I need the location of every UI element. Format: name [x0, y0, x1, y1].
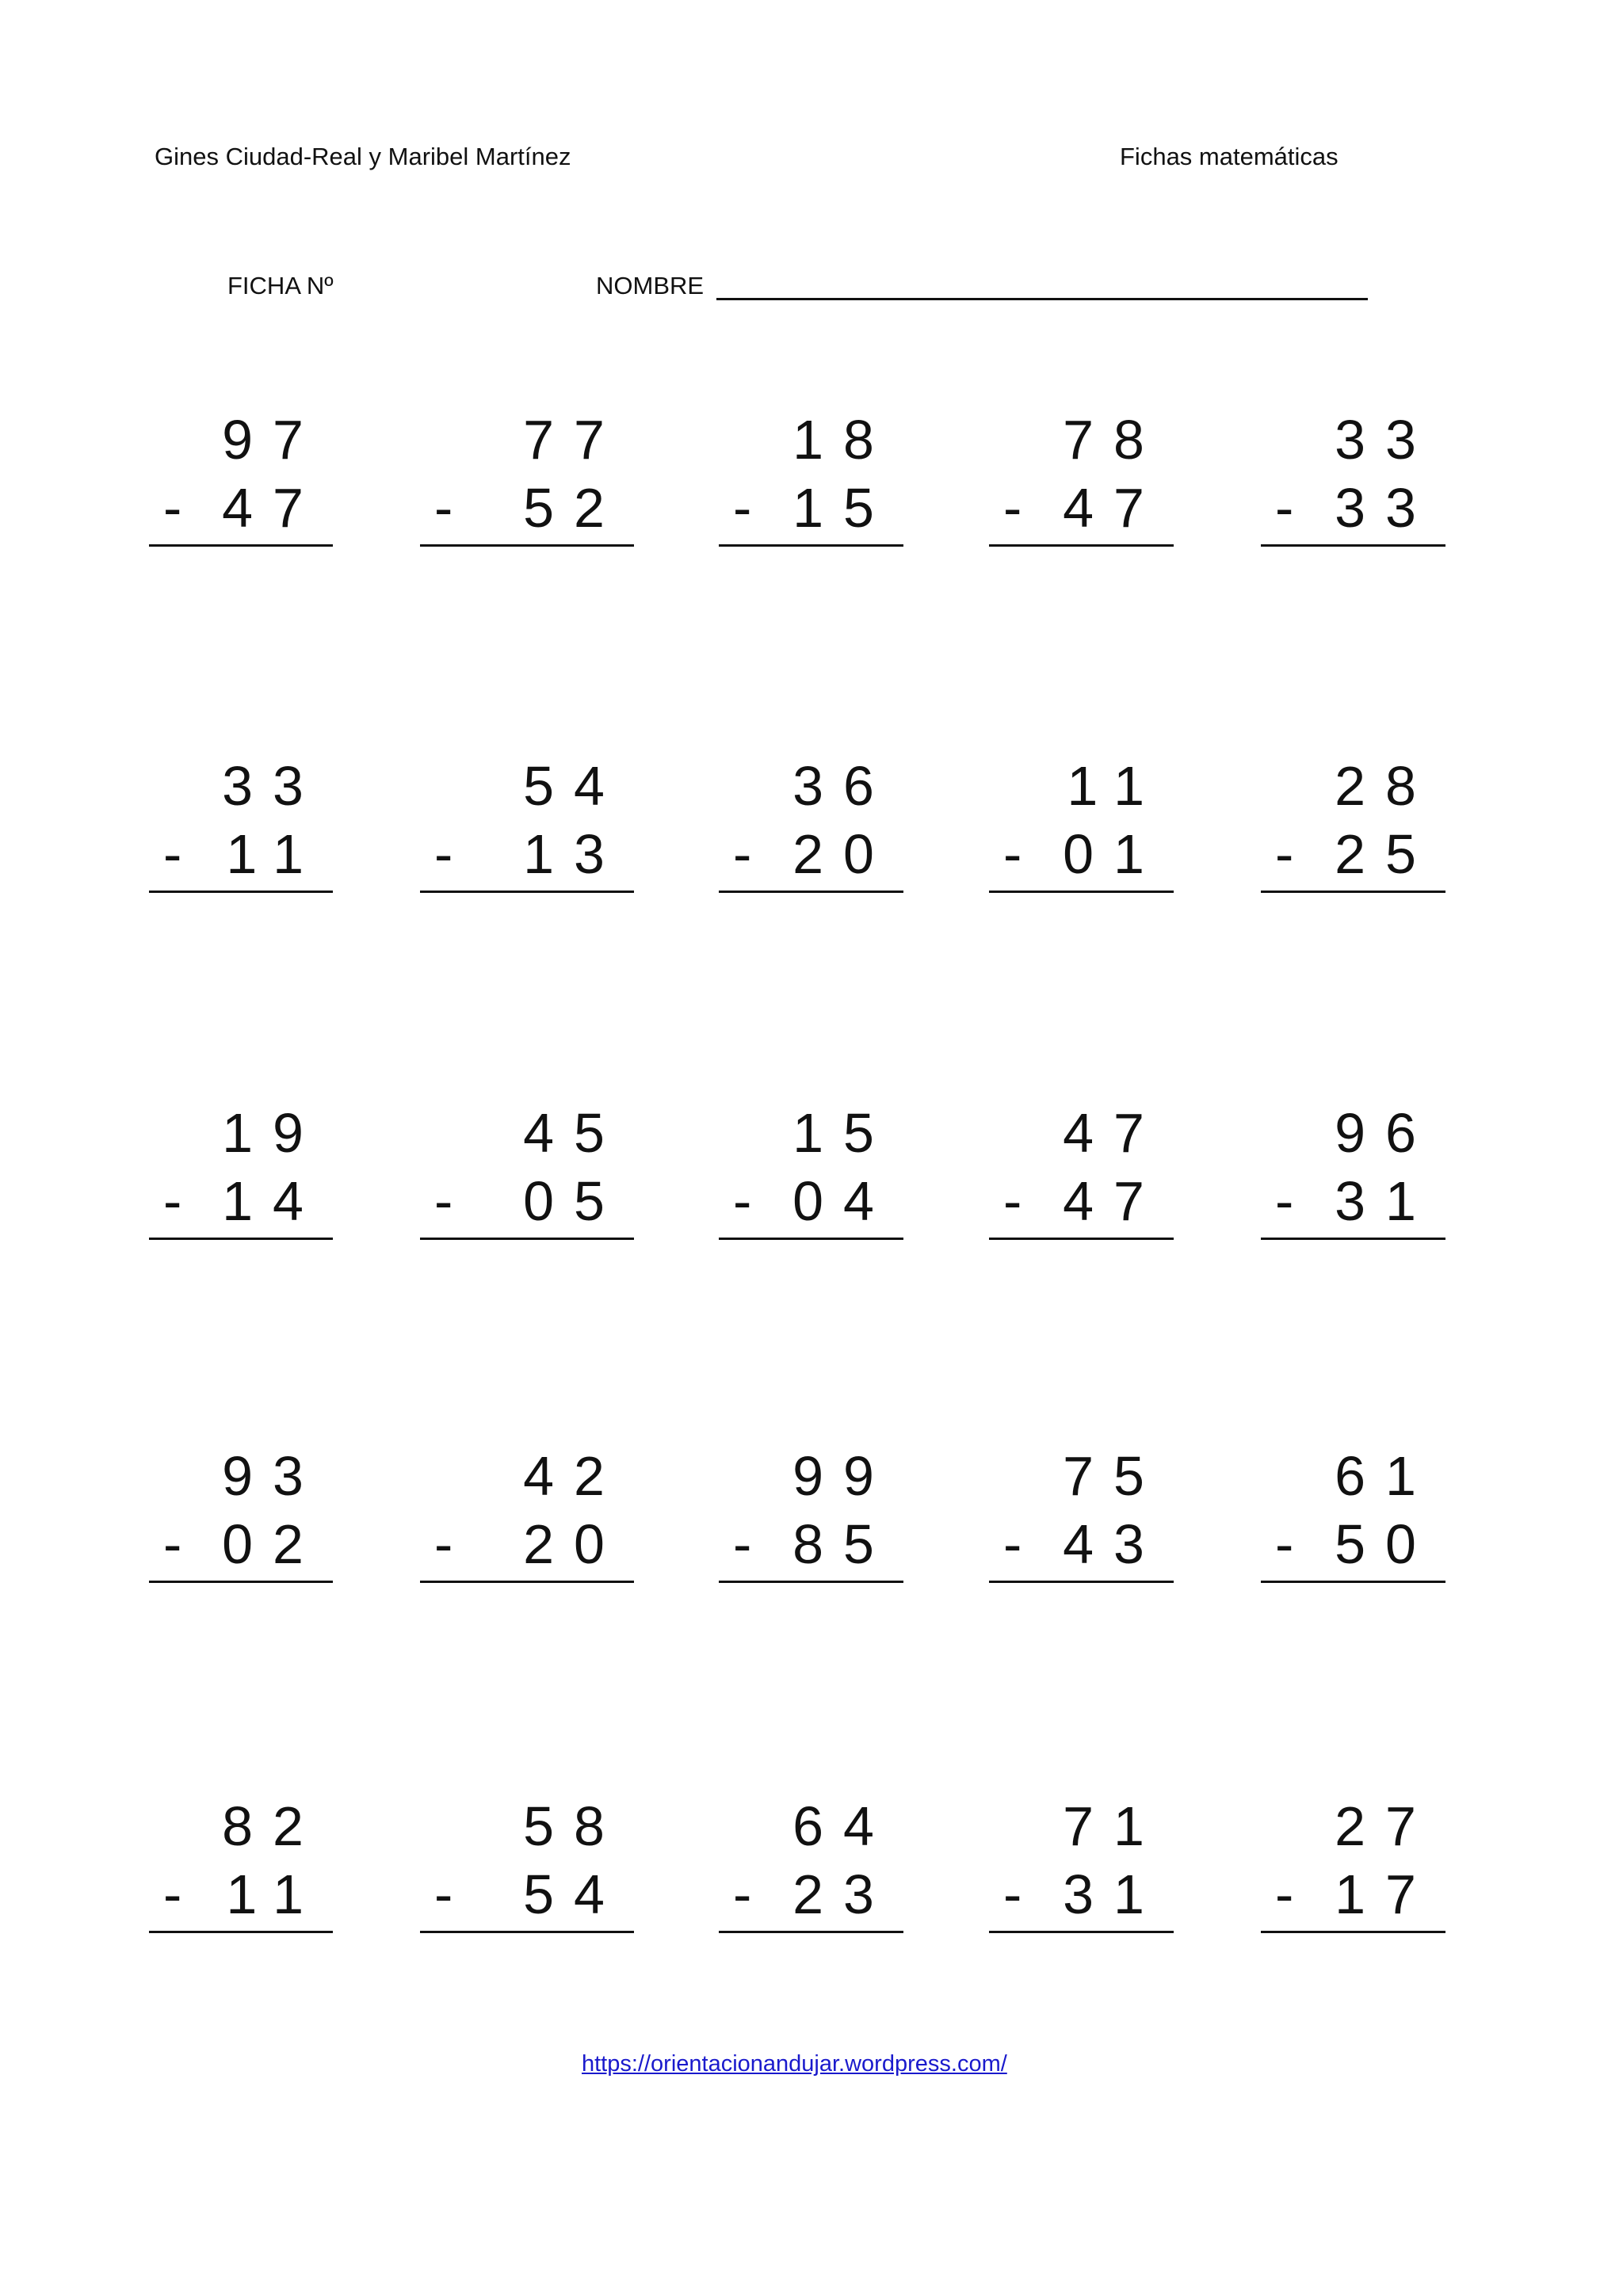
subtrahend: 15 [792, 477, 894, 539]
answer-line[interactable] [719, 544, 903, 547]
subtrahend: 17 [1335, 1863, 1436, 1925]
answer-line[interactable] [719, 1931, 903, 1933]
subtrahend: 05 [523, 1170, 624, 1232]
minus-sign: - [434, 823, 453, 885]
minus-sign: - [1003, 823, 1022, 885]
subtraction-problem [719, 754, 903, 897]
subtraction-problem [989, 408, 1174, 551]
minus-sign: - [733, 1863, 752, 1925]
minuend: 77 [523, 409, 624, 471]
minuend: 42 [523, 1445, 624, 1507]
subtrahend: 33 [1335, 477, 1436, 539]
minuend: 71 [1063, 1795, 1164, 1857]
minus-sign: - [1003, 477, 1022, 539]
answer-line[interactable] [1261, 1581, 1445, 1583]
ficha-number-label: FICHA Nº [227, 272, 334, 299]
subtrahend: 31 [1063, 1863, 1164, 1925]
subtraction-problem [420, 1794, 634, 1937]
minuend: 28 [1335, 755, 1436, 817]
minuend: 18 [792, 409, 894, 471]
minuend: 58 [523, 1795, 624, 1857]
footer-website-link[interactable]: https://orientacionandujar.wordpress.com/ [582, 2051, 1007, 2077]
subtraction-problem [1261, 754, 1445, 897]
header-authors: Gines Ciudad-Real y Maribel Martínez [155, 143, 571, 170]
answer-line[interactable] [149, 1931, 333, 1933]
minus-sign: - [163, 823, 182, 885]
subtraction-problem [149, 1794, 333, 1937]
subtrahend: 47 [1063, 477, 1164, 539]
subtrahend: 43 [1063, 1513, 1164, 1575]
answer-line[interactable] [719, 1581, 903, 1583]
subtrahend: 20 [523, 1513, 624, 1575]
subtrahend: 01 [1063, 823, 1164, 885]
minus-sign: - [434, 1863, 453, 1925]
answer-line[interactable] [149, 1238, 333, 1240]
answer-line[interactable] [1261, 1931, 1445, 1933]
subtrahend: 47 [222, 477, 323, 539]
subtrahend: 02 [222, 1513, 323, 1575]
answer-line[interactable] [989, 1581, 1174, 1583]
minus-sign: - [1275, 1170, 1294, 1232]
answer-line[interactable] [989, 1238, 1174, 1240]
subtraction-problem [420, 408, 634, 551]
answer-line[interactable] [420, 1931, 634, 1933]
minuend: 61 [1335, 1445, 1436, 1507]
answer-line[interactable] [1261, 1238, 1445, 1240]
subtraction-problem [989, 1794, 1174, 1937]
minus-sign: - [1003, 1863, 1022, 1925]
minuend: 47 [1063, 1102, 1164, 1164]
answer-line[interactable] [149, 1581, 333, 1583]
subtrahend: 54 [523, 1863, 624, 1925]
answer-line[interactable] [989, 891, 1174, 893]
subtraction-problem [719, 1101, 903, 1244]
answer-line[interactable] [1261, 544, 1445, 547]
minus-sign: - [163, 1170, 182, 1232]
subtrahend: 13 [523, 823, 624, 885]
subtraction-problem [149, 408, 333, 551]
minus-sign: - [163, 1863, 182, 1925]
minuend: 54 [523, 755, 624, 817]
subtrahend: 23 [792, 1863, 894, 1925]
subtrahend: 85 [792, 1513, 894, 1575]
minus-sign: - [733, 1170, 752, 1232]
subtraction-problem [719, 1794, 903, 1937]
minuend: 99 [792, 1445, 894, 1507]
subtraction-problem [420, 1444, 634, 1587]
minus-sign: - [1003, 1170, 1022, 1232]
minus-sign: - [434, 477, 453, 539]
answer-line[interactable] [420, 544, 634, 547]
minus-sign: - [434, 1170, 453, 1232]
answer-line[interactable] [989, 1931, 1174, 1933]
subtrahend: 14 [222, 1170, 323, 1232]
subtraction-problem [1261, 1794, 1445, 1937]
minuend: 33 [1335, 409, 1436, 471]
header-series-title: Fichas matemáticas [1120, 143, 1338, 170]
minus-sign: - [163, 1513, 182, 1575]
minus-sign: - [1003, 1513, 1022, 1575]
answer-line[interactable] [149, 544, 333, 547]
subtrahend: 04 [792, 1170, 894, 1232]
minuend: 15 [792, 1102, 894, 1164]
subtrahend: 52 [523, 477, 624, 539]
subtrahend: 11 [226, 823, 323, 885]
answer-line[interactable] [420, 1238, 634, 1240]
minus-sign: - [733, 1513, 752, 1575]
minuend: 93 [222, 1445, 323, 1507]
subtraction-problem [149, 1444, 333, 1587]
minuend: 27 [1335, 1795, 1436, 1857]
subtraction-problem [1261, 408, 1445, 551]
subtrahend: 47 [1063, 1170, 1164, 1232]
minus-sign: - [1275, 1863, 1294, 1925]
minuend: 11 [1067, 755, 1164, 817]
subtrahend: 25 [1335, 823, 1436, 885]
subtraction-problem [149, 1101, 333, 1244]
answer-line[interactable] [420, 891, 634, 893]
minuend: 45 [523, 1102, 624, 1164]
minuend: 33 [222, 755, 323, 817]
subtraction-problem [989, 1444, 1174, 1587]
minus-sign: - [434, 1513, 453, 1575]
minus-sign: - [733, 823, 752, 885]
subtrahend: 20 [792, 823, 894, 885]
answer-line[interactable] [719, 891, 903, 893]
minus-sign: - [163, 477, 182, 539]
answer-line[interactable] [719, 1238, 903, 1240]
minus-sign: - [1275, 823, 1294, 885]
minuend: 82 [222, 1795, 323, 1857]
nombre-label: NOMBRE [596, 272, 705, 299]
subtrahend: 11 [226, 1863, 323, 1925]
subtrahend: 50 [1335, 1513, 1436, 1575]
minuend: 75 [1063, 1445, 1164, 1507]
answer-line[interactable] [149, 891, 333, 893]
minus-sign: - [733, 477, 752, 539]
minus-sign: - [1275, 477, 1294, 539]
subtrahend: 31 [1335, 1170, 1436, 1232]
subtraction-problem [989, 754, 1174, 897]
subtraction-problem [420, 1101, 634, 1244]
answer-line[interactable] [1261, 891, 1445, 893]
minuend: 96 [1335, 1102, 1436, 1164]
subtraction-problem [1261, 1101, 1445, 1244]
subtraction-problem [719, 408, 903, 551]
subtraction-problem [420, 754, 634, 897]
minuend: 36 [792, 755, 894, 817]
minus-sign: - [1275, 1513, 1294, 1575]
minuend: 78 [1063, 409, 1164, 471]
subtraction-problem [989, 1101, 1174, 1244]
subtraction-problem [719, 1444, 903, 1587]
answer-line[interactable] [989, 544, 1174, 547]
minuend: 19 [222, 1102, 323, 1164]
subtraction-problem [1261, 1444, 1445, 1587]
minuend: 64 [792, 1795, 894, 1857]
minuend: 97 [222, 409, 323, 471]
subtraction-problem [149, 754, 333, 897]
answer-line[interactable] [420, 1581, 634, 1583]
